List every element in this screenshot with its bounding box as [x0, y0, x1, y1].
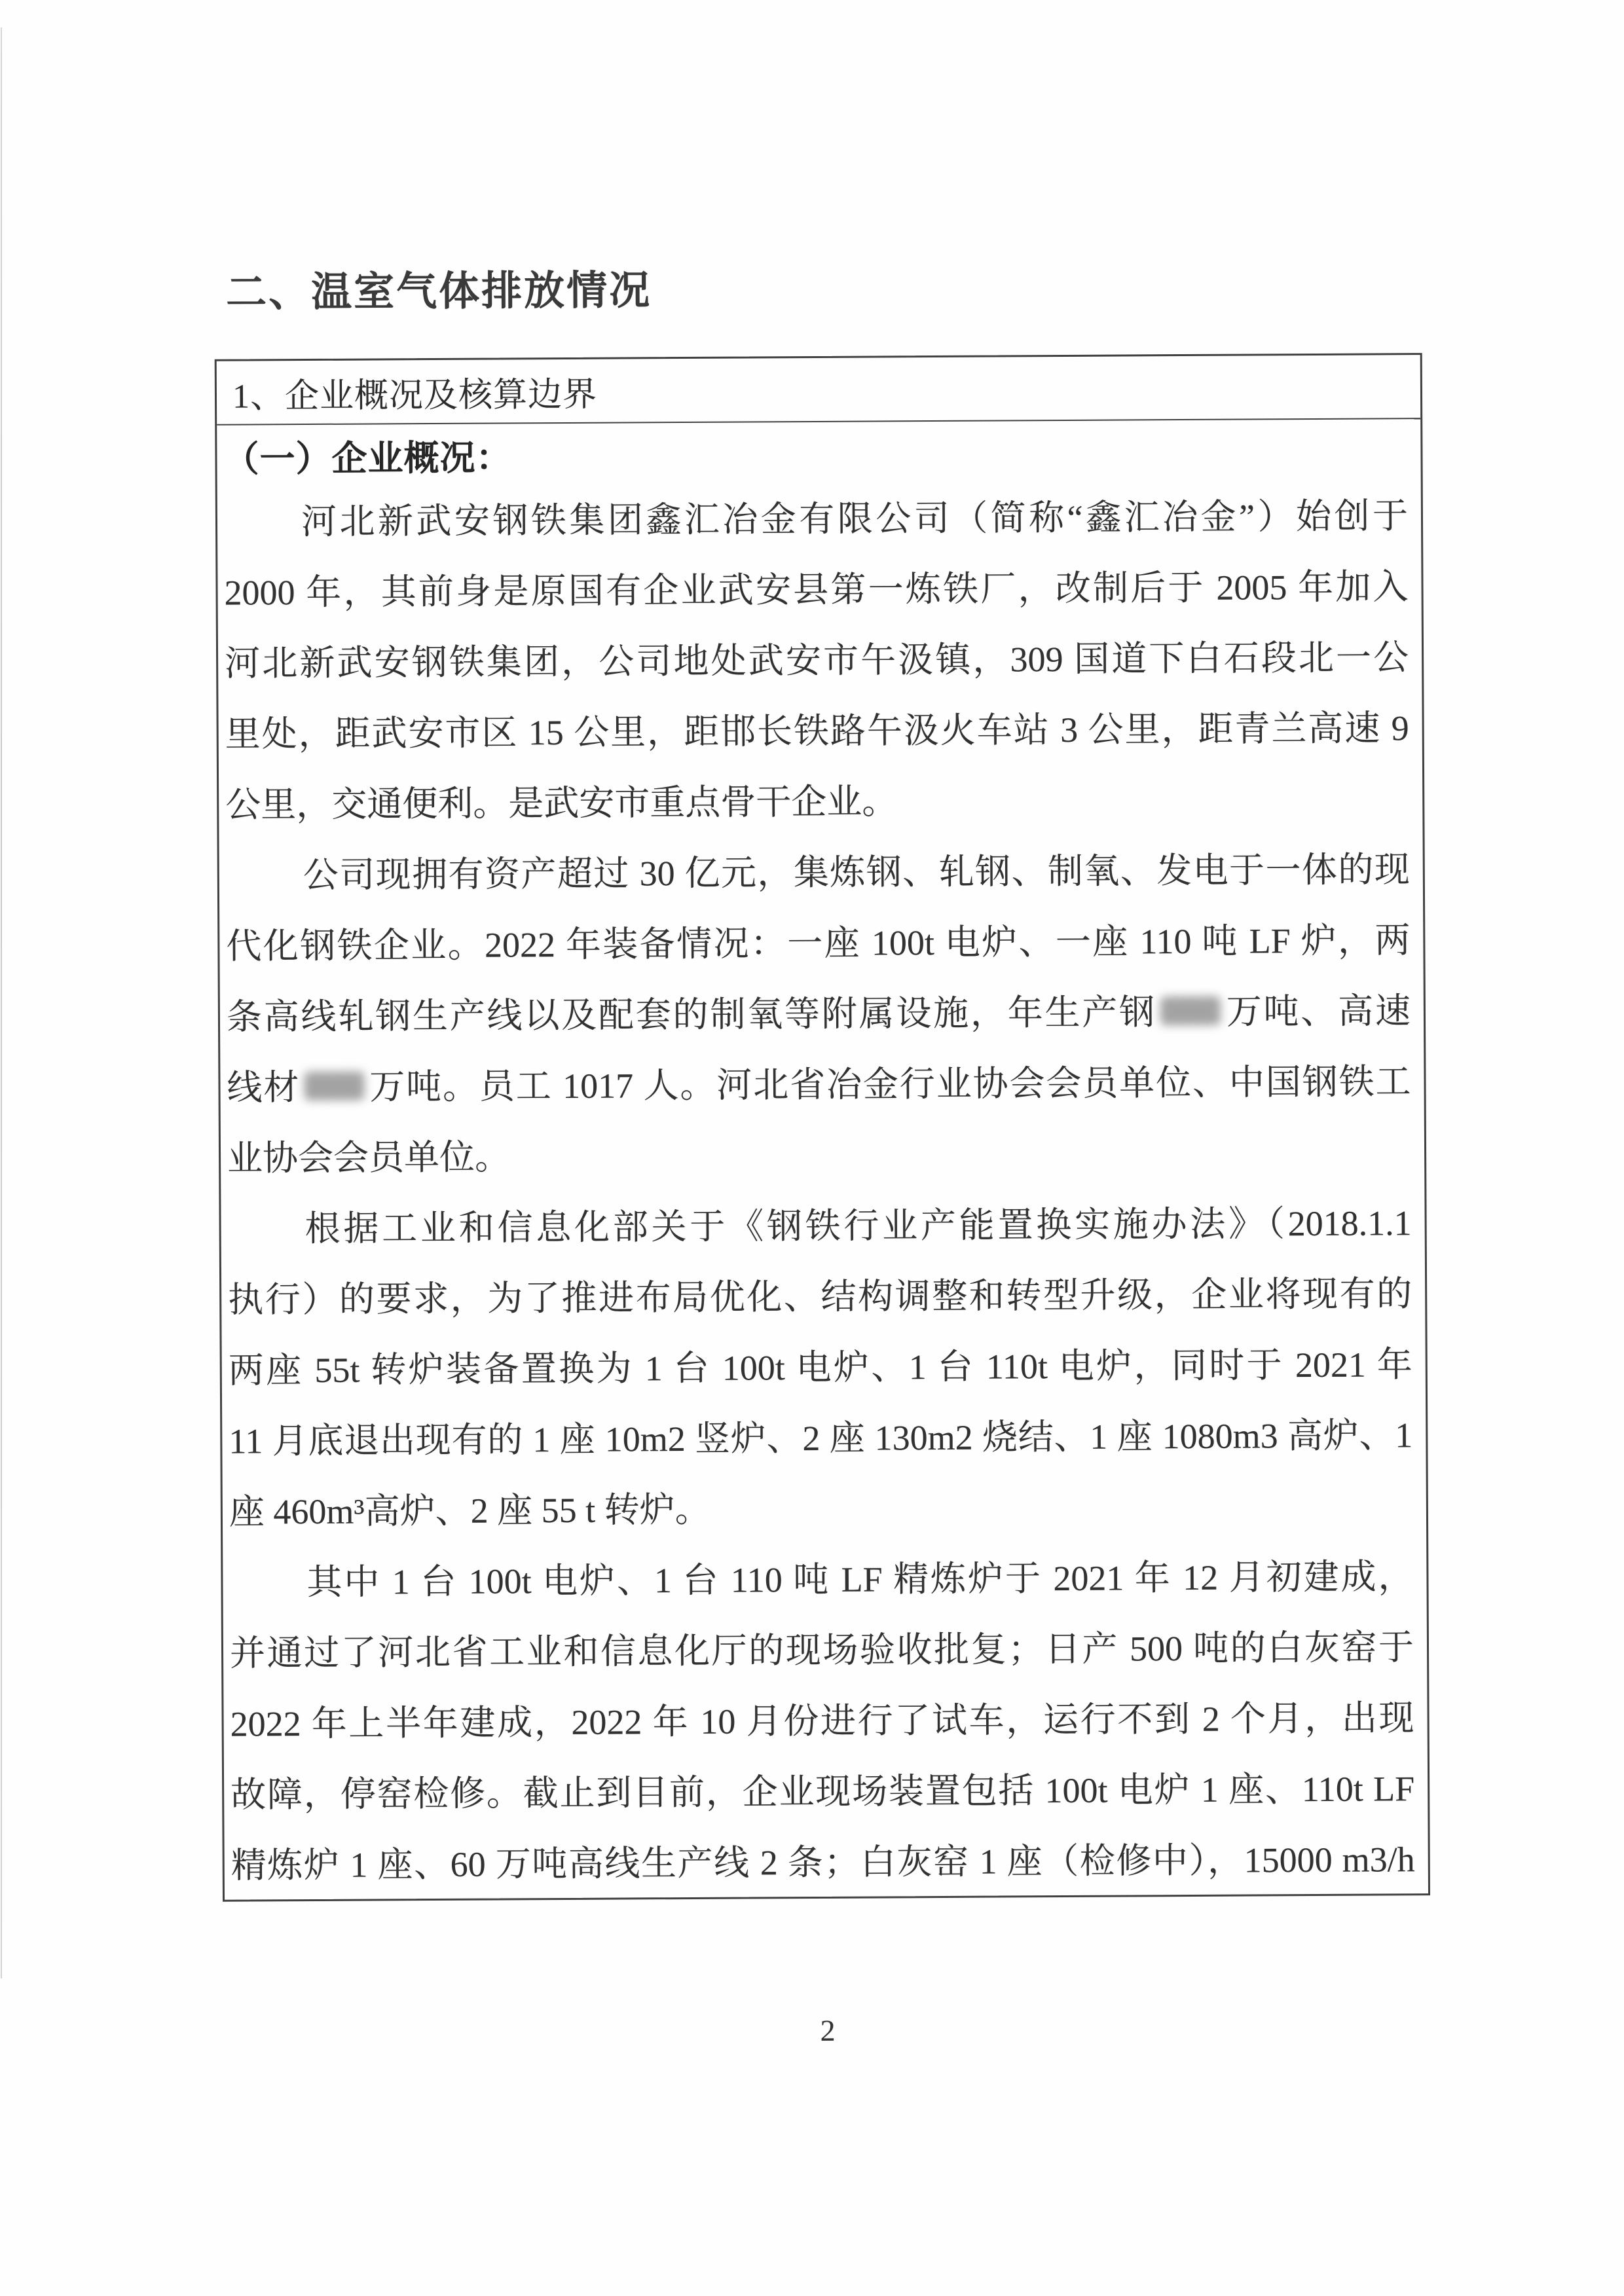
text-line: 故障，停窑检修。截止到目前，企业现场装置包括 100t 电炉 1 座、110t LF [231, 1769, 1415, 1815]
line-text: 条高线轧钢生产线以及配套的制氧等附属设施，年生产钢 [226, 993, 1157, 1037]
text-line: 精炼炉 1 座、60 万吨高线生产线 2 条；白灰窑 1 座（检修中），15000 m3/h [231, 1840, 1415, 1886]
text-line: 根据工业和信息化部关于《钢铁行业产能置换实施办法》（2018.1.1 [304, 1203, 1412, 1249]
redacted-number [1160, 996, 1221, 1025]
text-line: 公司现拥有资产超过 30 亿元，集炼钢、轧钢、制氧、发电于一体的现 [303, 850, 1410, 896]
line-text: 万吨。员工 1017 人。河北省冶金行业协会会员单位、中国钢铁工 [368, 1062, 1411, 1107]
text-line: 2000 年，其前身是原国有企业武安县第一炼铁厂，改制后于 2005 年加入 [224, 567, 1409, 613]
text-line: 执行）的要求，为了推进布局优化、结构调整和转型升级，企业将现有的 [228, 1274, 1412, 1320]
line-text: 线材 [227, 1068, 301, 1108]
text-line: 并通过了河北省工业和信息化厅的现场验收批复；日产 500 吨的白灰窑于 [229, 1628, 1414, 1673]
text-line [227, 1046, 1411, 1123]
subsection-label: （一）企业概况： [223, 438, 512, 479]
line-text: 万吨、高速 [1224, 991, 1411, 1032]
table-body-cell [217, 419, 1428, 1901]
table-header-row [217, 355, 1420, 426]
text-line: 里处，距武安市区 15 公里，距邯长铁路午汲火车站 3 公里，距青兰高速 9 [225, 708, 1409, 754]
text-line: 公里，交通便利。是武安市重点骨干企业。 [225, 782, 898, 825]
table-header-label: 1、企业概况及核算边界 [232, 376, 598, 416]
text-line: 河北新武安钢铁集团，公司地处武安市午汲镇，309 国道下白石段北一公 [224, 638, 1409, 683]
text-line: 河北新武安钢铁集团鑫汇冶金有限公司（简称“鑫汇冶金”）始创于 [301, 496, 1409, 542]
text-line: 11 月底退出现有的 1 座 10m2 竖炉、2 座 130m2 烧结、1 座 1080m3 高炉、1 [229, 1415, 1413, 1461]
text-line: 代化钢铁企业。2022 年装备情况：一座 100t 电炉、一座 110 吨 LF 炉，两 [226, 920, 1411, 966]
redacted-number [304, 1072, 364, 1101]
text-line [227, 975, 1411, 1052]
text-line: 座 460m³高炉、2 座 55 t 转炉。 [229, 1489, 710, 1532]
page-number: 2 [820, 2013, 836, 2047]
section-heading: 二、温室气体排放情况 [225, 268, 652, 316]
report-table [215, 353, 1430, 1902]
text-line: 其中 1 台 100t 电炉、1 台 110 吨 LF 精炼炉于 2021 年 12 月初建成， [306, 1557, 1414, 1603]
text-line: 业协会会员单位。 [227, 1137, 511, 1178]
text-line: 两座 55t 转炉装备置换为 1 台 100t 电炉、1 台 110t 电炉，同时于 2021 年 [228, 1345, 1412, 1391]
text-line: 2022 年上半年建成，2022 年 10 月份进行了试车，运行不到 2 个月，出现 [230, 1698, 1414, 1744]
